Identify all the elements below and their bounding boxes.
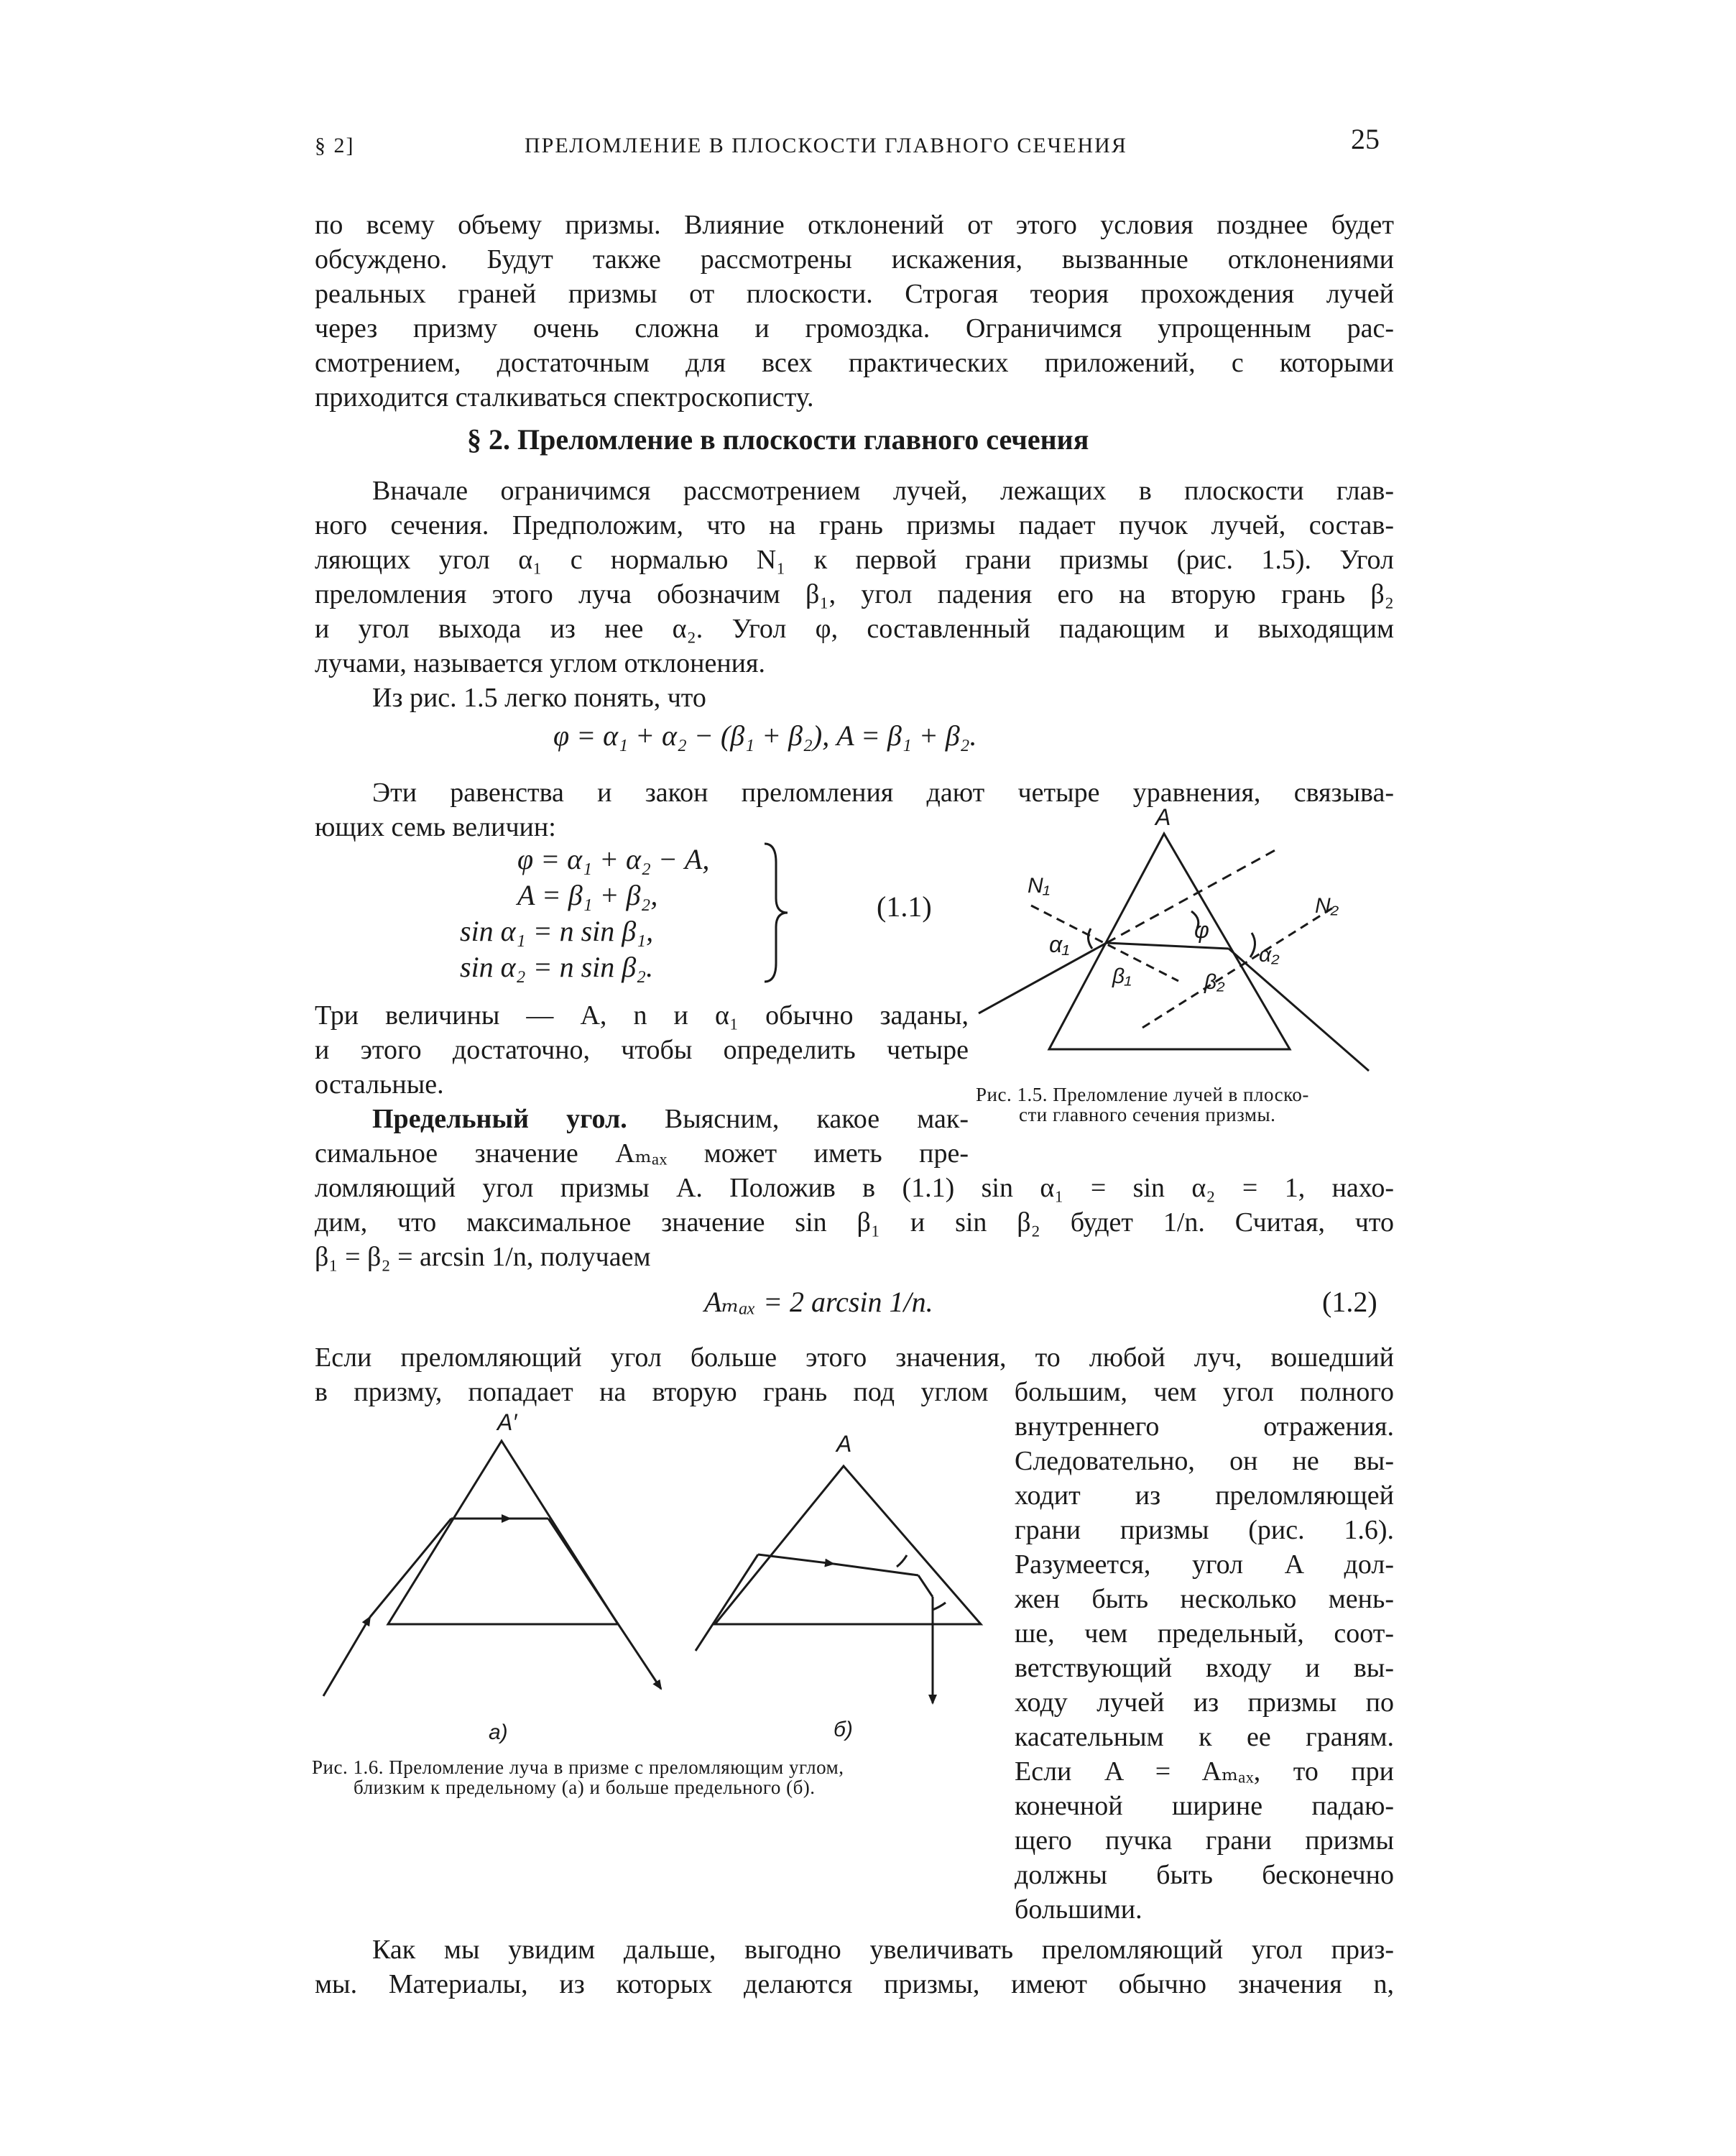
equation-amax: Aₘₐₓ = 2 arcsin 1/n. [704, 1286, 933, 1318]
text-line: Три величины — A, n и α₁ обычно заданы, [315, 1000, 969, 1031]
header-running-title: ПРЕЛОМЛЕНИЕ В ПЛОСКОСТИ ГЛАВНОГО СЕЧЕНИЯ [525, 134, 1127, 157]
figure-1-6 [309, 1401, 999, 1746]
text-line: ше, чем предельный, соот- [1015, 1618, 1394, 1649]
term-limit-angle: Предельный угол. [372, 1104, 627, 1134]
emergent-ray [1229, 949, 1369, 1071]
system-row: A = β₁ + β₂, [517, 879, 658, 911]
text-line: жен быть несколько мень- [1015, 1584, 1394, 1614]
text-line: Если преломляющий угол больше этого значения, то любой луч, вошедший [315, 1342, 1394, 1373]
text-line: реальных граней призмы от плоскости. Строгая теория прохождения лучей [315, 279, 1394, 309]
text-line: грани призмы (рис. 1.6). [1015, 1515, 1394, 1545]
text-line: и этого достаточно, чтобы определить четыре [315, 1035, 969, 1065]
figure-1-5-caption-line: сти главного сечения призмы. [1019, 1104, 1276, 1125]
text-line: и угол выхода из нее α₂. Угол φ, составленный падающим и выходящим [315, 614, 1394, 644]
text-line: мы. Материалы, из которых делаются призмы, имеют обычно значения n, [315, 1969, 1394, 1999]
text-line: ломляющий угол призмы A. Положив в (1.1) sin α₁ = sin α₂ = 1, нахо- [315, 1173, 1394, 1203]
text-line: Следовательно, он не вы- [1015, 1446, 1394, 1476]
label-apex-b: A [836, 1431, 852, 1457]
text-line: касательным к ее граням. [1015, 1722, 1394, 1752]
text-line: внутреннего отражения. [1015, 1411, 1394, 1442]
equation-number: (1.1) [877, 890, 932, 923]
text-line: щего пучка грани призмы [1015, 1825, 1394, 1856]
text-line: ющих семь величин: [315, 812, 556, 842]
arc-alpha1 [1088, 929, 1092, 949]
ray-b-inside-arrow [758, 1554, 834, 1564]
text-line: в призму, попадает на вторую грань под углом большим, чем угол полного [315, 1377, 1394, 1407]
text-line: приходится сталкиваться спектроскописту. [315, 382, 814, 413]
text-line: должны быть бесконечно [1015, 1860, 1394, 1890]
label-alpha2: α₂ [1259, 943, 1280, 967]
text-line: конечной ширине падаю- [1015, 1791, 1394, 1821]
page-number: 25 [1351, 123, 1380, 155]
figure-1-5 [963, 805, 1394, 1078]
text-line: ного сечения. Предположим, что на грань призмы падает пучок лучей, состав- [315, 510, 1394, 540]
text-span: Выясним, какое мак- [664, 1104, 969, 1134]
label-n1: N₁ [1028, 874, 1051, 898]
incident-extension [1107, 848, 1279, 943]
prism-triangle [1049, 834, 1290, 1049]
text-line: большими. [1015, 1894, 1142, 1925]
text-line: ходит из преломляющей [1015, 1480, 1394, 1511]
text-line: симальное значение Aₘₐₓ может иметь пре- [315, 1138, 969, 1169]
text-line: Если A = Aₘₐₓ, то при [1015, 1756, 1394, 1787]
label-sub-a: а) [489, 1720, 508, 1744]
normal-n2 [1142, 906, 1336, 1028]
ray-a-in-arrow [323, 1617, 370, 1696]
ray-a-in [370, 1519, 451, 1617]
text-line: Как мы увидим дальше, выгодно увеличивать преломляющий угол приз- [372, 1935, 1394, 1965]
text-line: Разумеется, угол A дол- [1015, 1549, 1394, 1580]
label-beta2: β₂ [1204, 970, 1225, 994]
label-apex: A [1155, 805, 1171, 830]
text-line: остальные. [315, 1069, 444, 1100]
label-alpha1: α₁ [1049, 931, 1070, 957]
label-n2: N₂ [1315, 894, 1339, 918]
text-line: Из рис. 1.5 легко понять, что [372, 683, 706, 713]
text-line: смотрением, достаточным для всех практических приложений, с которыми [315, 348, 1394, 378]
system-row: sin α₂ = n sin β₂. [460, 951, 654, 983]
text-line: через призму очень сложна и громоздка. Ограничимся упрощенным рас- [315, 313, 1394, 344]
prism-b [715, 1466, 981, 1624]
figure-1-6-caption-line: Рис. 1.6. Преломление луча в призме с преломляющим углом, [312, 1756, 844, 1778]
ray-b-reflected [918, 1575, 933, 1597]
arc-alpha2 [1250, 933, 1255, 957]
prism-a [388, 1441, 618, 1624]
system-row: sin α₁ = n sin β₁, [460, 915, 654, 947]
text-line: Вначале ограничимся рассмотрением лучей, лежащих в плоскости глав- [372, 476, 1394, 506]
ray-a-out [548, 1519, 661, 1689]
text-line: дим, что максимальное значение sin β₁ и sin β₂ будет 1/n. Считая, что [315, 1207, 1394, 1238]
text-line: β₁ = β₂ = arcsin 1/n, получаем [315, 1242, 651, 1272]
text-line: Эти равенства и закон преломления дают четыре уравнения, связыва- [372, 778, 1394, 808]
text-line: ходу лучей из призмы по [1015, 1687, 1394, 1718]
text-line: преломления этого луча обозначим β₁, угол падения его на вторую грань β₂ [315, 579, 1394, 609]
label-apex-a: A′ [497, 1409, 517, 1435]
equation-number: (1.2) [1322, 1286, 1377, 1318]
ray-b-in [696, 1554, 758, 1651]
label-phi: φ [1194, 917, 1209, 943]
ray-b-inside [834, 1564, 918, 1575]
text-line [372, 1102, 969, 1135]
figure-1-5-caption-line: Рис. 1.5. Преломление лучей в плоско- [976, 1084, 1309, 1105]
text-line: ветствующий входу и вы- [1015, 1653, 1394, 1683]
label-beta1: β₁ [1112, 964, 1132, 988]
arc-b-right [933, 1603, 946, 1610]
equation-deflection: φ = α₁ + α₂ − (β₁ + β₂), A = β₁ + β₂. [553, 719, 977, 752]
system-brace [759, 841, 802, 985]
refracted-ray [1107, 943, 1229, 949]
text-line: ляющих угол α₁ с нормалью N₁ к первой грани призмы (рис. 1.5). Угол [315, 545, 1394, 575]
figure-1-6-caption-line: близким к предельному (а) и больше предельного (б). [354, 1777, 816, 1798]
section-title: § 2. Преломление в плоскости главного сечения [467, 423, 1089, 456]
text-line: по всему объему призмы. Влияние отклонений от этого условия позднее будет [315, 210, 1394, 240]
text-line: обсуждено. Будут также рассмотрены искажения, вызванные отклонениями [315, 244, 1394, 275]
arc-b-angle [897, 1555, 907, 1567]
header-section-ref: § 2] [315, 134, 355, 157]
text-line: лучами, называется углом отклонения. [315, 648, 765, 678]
system-row: φ = α₁ + α₂ − A, [517, 843, 710, 875]
label-sub-b: б) [834, 1718, 853, 1741]
